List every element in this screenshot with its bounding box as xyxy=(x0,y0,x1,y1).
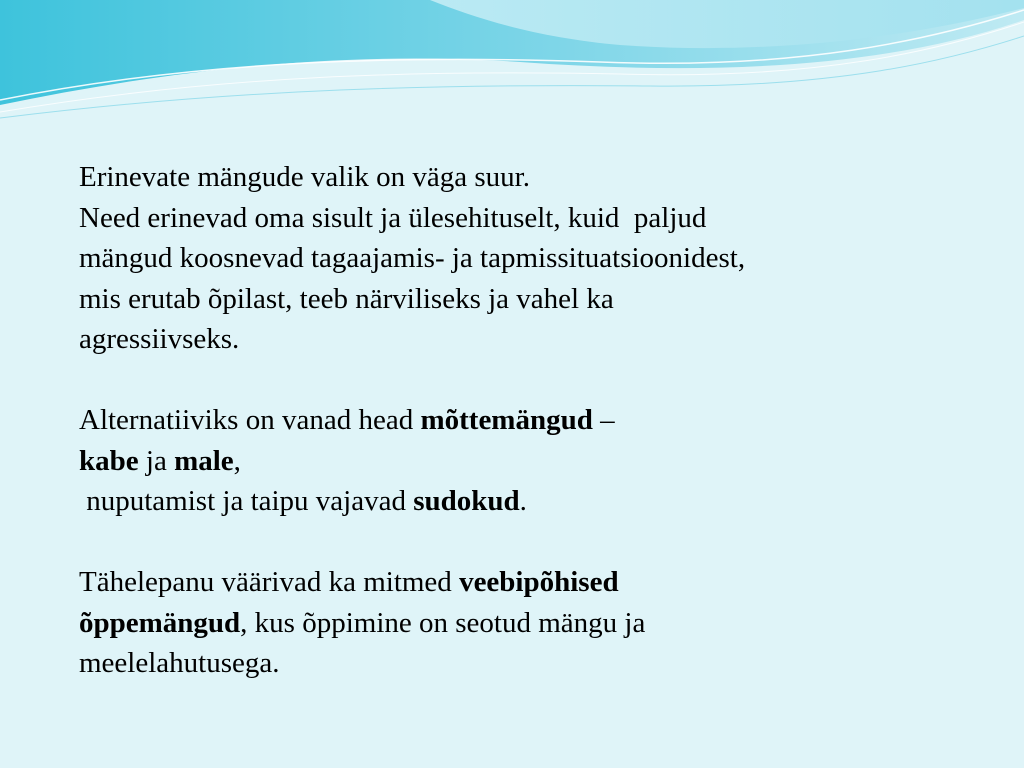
text-line: Need erinevad oma sisult ja ülesehituselt, kuid paljud xyxy=(79,201,707,234)
text-line: agressiivseks. xyxy=(79,323,240,355)
text-run: nuputamist ja taipu vajavad xyxy=(79,485,414,517)
text-run: . xyxy=(519,485,527,517)
paragraph-spacer xyxy=(79,522,979,563)
text-line: mis erutab õpilast, teeb närviliseks ja vahel ka xyxy=(79,282,614,315)
decorative-wave-header xyxy=(0,0,1024,130)
slide-body-text xyxy=(79,157,979,684)
paragraph-spacer xyxy=(79,360,979,401)
text-line: mängud koosnevad tagaajamis- ja tapmissituatsioonidest, xyxy=(79,242,746,274)
text-line xyxy=(79,441,979,482)
text-line xyxy=(79,603,979,644)
text-run: , xyxy=(233,444,241,477)
bold-term-veebipohised: veebipõhised xyxy=(459,566,619,598)
text-run: ja xyxy=(138,444,175,477)
text-run: – xyxy=(592,404,615,436)
text-run: Tähelepanu väärivad ka mitmed xyxy=(79,566,460,598)
text-line: meelelahutusega. xyxy=(79,647,280,679)
bold-term-sudokud: sudokud xyxy=(413,485,520,517)
bold-term-oppemangud: õppemängud xyxy=(79,606,241,639)
text-line xyxy=(79,562,979,603)
text-line xyxy=(79,400,979,441)
text-line: Erinevate mängude valik on väga suur. xyxy=(79,161,530,193)
bold-term-male: male xyxy=(174,444,234,477)
text-run: Alternatiiviks on vanad head xyxy=(79,404,421,436)
bold-term-kabe: kabe xyxy=(79,444,139,477)
bold-term-mottemangud: mõttemängud xyxy=(420,404,593,436)
text-run: , kus õppimine on seotud mängu ja xyxy=(240,606,646,639)
text-line xyxy=(79,481,979,522)
